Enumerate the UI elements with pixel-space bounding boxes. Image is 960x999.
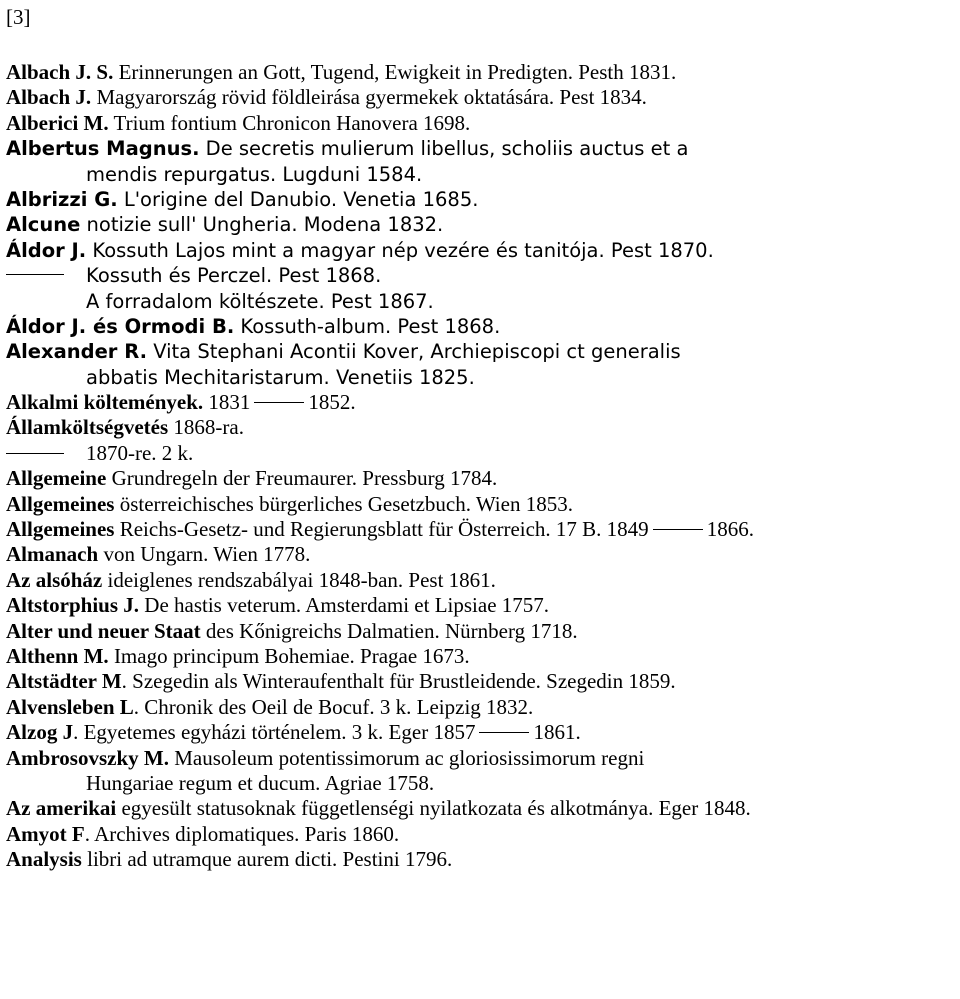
- entry-line: [6, 187, 956, 212]
- entry-line: [6, 466, 956, 491]
- entry-title-end: 1852.: [308, 390, 356, 415]
- entry-line: [6, 238, 956, 263]
- page-number: [3]: [6, 5, 31, 29]
- entry-title: Grundregeln der Freumaurer. Pressburg 1784.: [106, 466, 498, 491]
- entry-line: [6, 796, 956, 821]
- entry-line: [6, 314, 956, 339]
- repeat-dash: [6, 274, 64, 275]
- entry-title: notizie sull' Ungheria. Modena 1832.: [80, 213, 444, 237]
- entry-line: [6, 517, 956, 542]
- entry-title: Mausoleum potentissimorum ac gloriosissimorum regni: [168, 745, 645, 770]
- entry-title: . Chronik des Oeil de Bocuf. 3 k. Leipzig 1832.: [133, 694, 534, 719]
- range-dash: [479, 732, 529, 733]
- entry-author: Az alsóház: [6, 567, 103, 592]
- entry-author: Államköltségvetés: [6, 415, 169, 440]
- entry-title: libri ad utramque aurem dicti. Pestini 1796.: [81, 847, 453, 872]
- entry-author: Albach J.: [6, 85, 92, 110]
- range-dash: [254, 402, 304, 403]
- entry-title: . Szegedin als Winteraufenthalt für Brustleidende. Szegedin 1859.: [121, 669, 676, 694]
- entry-author: Amyot F: [6, 821, 85, 846]
- entry-author: Ambrosovszky M.: [6, 745, 169, 770]
- entry-title: ideiglenes rendszabályai 1848-ban. Pest 1861.: [102, 567, 496, 592]
- entry-line: [6, 60, 956, 85]
- entry-continuation: [6, 771, 956, 796]
- entry-line: [6, 542, 956, 567]
- entry-title: . Egyetemes egyházi történelem. 3 k. Eger 1857: [73, 720, 476, 745]
- entry-title: . Archives diplomatiques. Paris 1860.: [84, 821, 400, 846]
- entry-title: Hungariae regum et ducum. Agriae 1758.: [86, 770, 435, 795]
- entry-title: Reichs-Gesetz- und Regierungsblatt für Österreich. 17 B. 1849: [114, 517, 649, 542]
- entry-line: [6, 212, 956, 237]
- entry-title: abbatis Mechitaristarum. Venetiis 1825.: [86, 365, 475, 389]
- entry-author: Alkalmi költemények.: [6, 390, 204, 415]
- entry-title: 1831: [203, 390, 251, 415]
- entry-repeat-line: [6, 441, 956, 466]
- entry-author: Alzog J: [6, 720, 74, 745]
- entry-title: österreichisches bürgerliches Gesetzbuch. Wien 1853.: [114, 491, 573, 516]
- entry-line: [6, 669, 956, 694]
- entry-title: Magyarország rövid földleirása gyermekek oktatására. Pest 1834.: [91, 85, 647, 110]
- entry-title: des Kőnigreichs Dalmatien. Nürnberg 1718.: [200, 618, 578, 643]
- entry-line: [6, 593, 956, 618]
- entry-title: egyesült statusoknak függetlenségi nyilatkozata és alkotmánya. Eger 1848.: [116, 796, 751, 821]
- entry-title: A forradalom költészete. Pest 1867.: [86, 289, 434, 313]
- entry-author: Albrizzi G.: [6, 187, 118, 211]
- entry-title: Kossuth és Perczel. Pest 1868.: [86, 264, 382, 288]
- repeat-dash: [6, 453, 64, 454]
- entry-line: [6, 695, 956, 720]
- entry-continuation: [6, 162, 956, 187]
- entry-title: De secretis mulierum libellus, scholiis auctus et a: [199, 137, 689, 161]
- entry-repeat-line: [6, 263, 956, 288]
- entry-title: Kossuth-album. Pest 1868.: [234, 314, 501, 338]
- entry-line: [6, 644, 956, 669]
- entry-title-end: 1866.: [706, 517, 754, 542]
- entry-title: Trium fontium Chronicon Hanovera 1698.: [108, 110, 471, 135]
- entry-author: Alexander R.: [6, 340, 147, 364]
- entry-author: Allgemeines: [6, 517, 115, 542]
- entry-author: Allgemeine: [6, 466, 107, 491]
- entry-title: L'origine del Danubio. Venetia 1685.: [117, 187, 479, 211]
- entry-line: [6, 619, 956, 644]
- entry-line: [6, 746, 956, 771]
- entry-line: [6, 111, 956, 136]
- entry-author: Allgemeines: [6, 491, 115, 516]
- entry-author: Altstädter M: [6, 669, 122, 694]
- range-dash: [653, 529, 703, 530]
- bibliography-list: [6, 60, 956, 873]
- entry-line: [6, 568, 956, 593]
- entry-author: Albertus Magnus.: [6, 137, 200, 161]
- entry-line: [6, 85, 956, 110]
- entry-title: mendis repurgatus. Lugduni 1584.: [86, 162, 423, 186]
- entry-title: Vita Stephani Acontii Kover, Archiepiscopi ct generalis: [147, 340, 681, 364]
- entry-author: Albach J. S.: [6, 60, 114, 84]
- entry-title-end: 1861.: [533, 720, 581, 745]
- entry-author: Az amerikai: [6, 796, 117, 821]
- entry-line: [6, 390, 956, 415]
- entry-title: 1868-ra.: [168, 415, 244, 440]
- entry-line: [6, 136, 956, 161]
- entry-author: Althenn M.: [6, 643, 109, 668]
- entry-title: Erinnerungen an Gott, Tugend, Ewigkeit in Predigten. Pesth 1831.: [113, 60, 677, 84]
- entry-author: Alvensleben L: [6, 694, 134, 719]
- entry-author: Áldor J. és Ormodi B.: [6, 314, 235, 338]
- entry-line: [6, 822, 956, 847]
- entry-line: [6, 847, 956, 872]
- entry-line: [6, 415, 956, 440]
- entry-line: [6, 339, 956, 364]
- entry-author: Analysis: [6, 847, 82, 872]
- entry-title: De hastis veterum. Amsterdami et Lipsiae 1757.: [139, 593, 550, 618]
- entry-continuation: [6, 289, 956, 314]
- entry-author: Alcune: [6, 213, 81, 237]
- entry-continuation: [6, 365, 956, 390]
- entry-author: Alter und neuer Staat: [6, 618, 201, 643]
- entry-title: von Ungarn. Wien 1778.: [98, 542, 311, 567]
- entry-title: 1870-re. 2 k.: [86, 440, 194, 465]
- entry-line: [6, 720, 956, 745]
- entry-author: Altstorphius J.: [6, 593, 140, 618]
- entry-title: Kossuth Lajos mint a magyar nép vezére és tanitója. Pest 1870.: [86, 238, 714, 262]
- entry-author: Áldor J.: [6, 238, 87, 262]
- entry-line: [6, 492, 956, 517]
- entry-author: Almanach: [6, 542, 99, 567]
- entry-title: Imago principum Bohemiae. Pragae 1673.: [108, 643, 470, 668]
- entry-author: Alberici M.: [6, 110, 109, 135]
